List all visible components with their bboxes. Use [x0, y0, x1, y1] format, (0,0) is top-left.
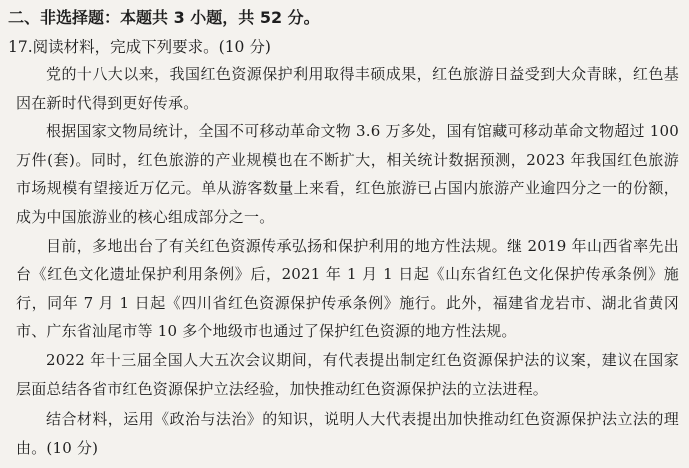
question-header: 17.阅读材料，完成下列要求。(10 分) [8, 38, 271, 56]
material-paragraph-1: 党的十八大以来，我国红色资源保护利用取得丰硕成果，红色旅游日益受到大众青睐，红色基因在新时代得到更好传承。 [16, 65, 679, 112]
question-requirement: 结合材料，运用《政治与法治》的知识，说明人大代表提出加快推动红色资源保护法立法的理由。(10 分) [16, 410, 679, 457]
material-paragraph-2: 根据国家文物局统计，全国不可移动革命文物 3.6 万多处，国有馆藏可移动革命文物超过 100 万件(套)。同时，红色旅游的产业规模也在不断扩大，相关统计数据预测，2023 年我国红色旅游市场规模有望接近万亿元。单从游客数量上来看，红色旅游已占国内旅游产业逾四分之一的份额，成为中国旅游业的核心组成部分之一。 [16, 122, 679, 226]
section-heading: 二、非选择题：本题共 3 小题，共 52 分。 [8, 8, 320, 27]
material-paragraph-3: 目前，多地出台了有关红色资源传承弘扬和保护利用的地方性法规。继 2019 年山西省率先出台《红色文化遗址保护利用条例》后，2021 年 1 月 1 日起《山东省红色文化保护传承条例》施行，同年 7 月 1 日起《四川省红色资源保护传承条例》施行。此外，福建省龙岩市、湖北省黄冈市、广东省汕尾市等 10 多个地级市也通过了保护红色资源的地方性法规。 [16, 236, 679, 341]
material-paragraph-4: 2022 年十三届全国人大五次会议期间，有代表提出制定红色资源保护法的议案，建议在国家层面总结各省市红色资源保护立法经验，加快推动红色资源保护法的立法进程。 [16, 350, 679, 398]
